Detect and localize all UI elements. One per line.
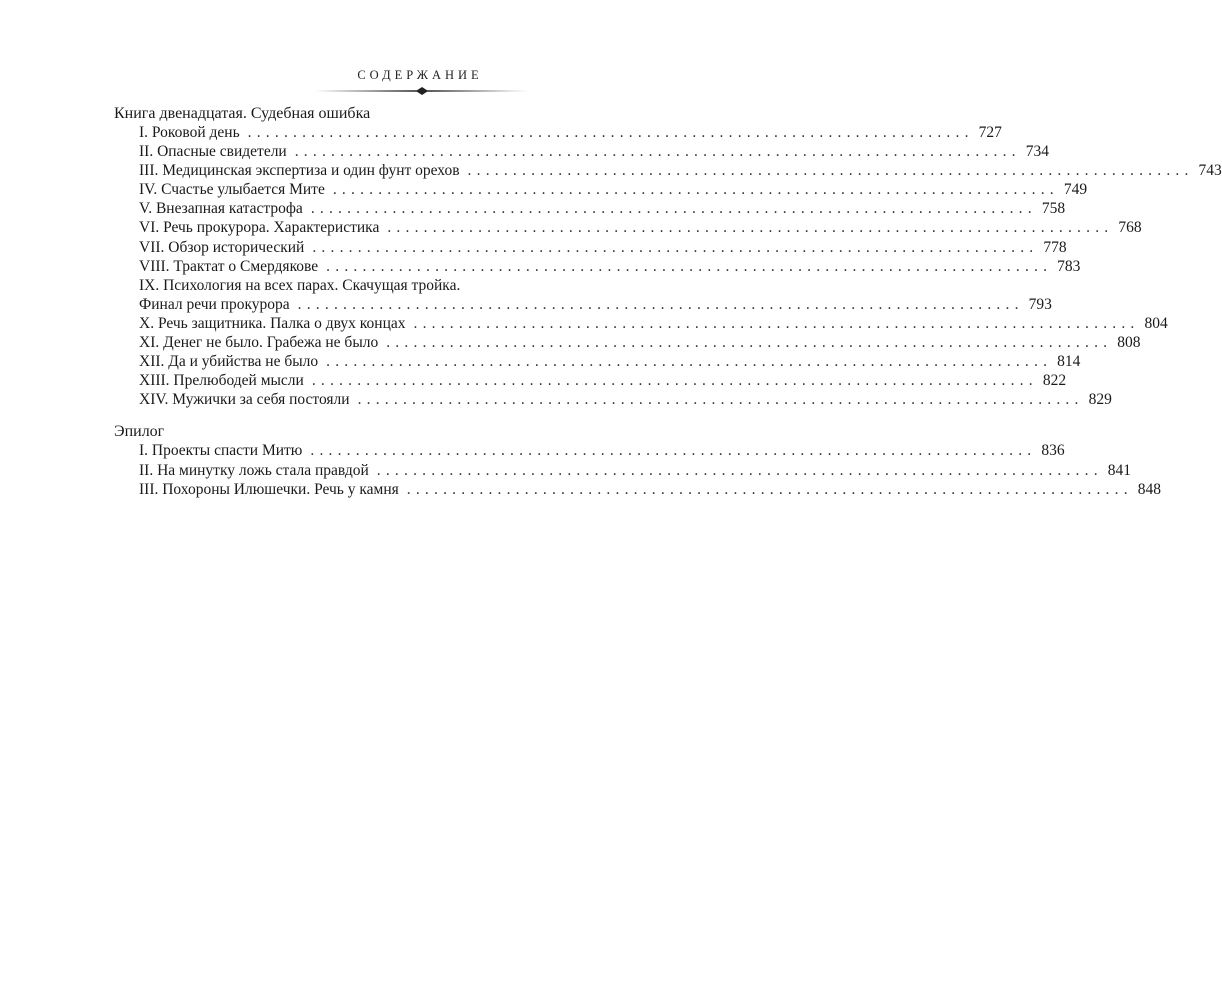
entry-title: III. Медицинская экспертиза и один фунт орехов [139,162,460,180]
page-number: 822 [1042,372,1067,390]
entry-title: VII. Обзор исторический [139,238,305,256]
entry-title-continuation: Финал речи прокурора [139,295,290,313]
entry-title: IX. Психология на всех парах. Скачущая тройка. [139,276,461,294]
dot-leader: ................................................................................ [376,461,1103,479]
entry-title: XIV. Мужички за себя постояли [139,391,350,409]
toc-entry[interactable] [114,333,1141,352]
page-heading: СОДЕРЖАНИЕ [357,68,483,82]
toc-entry[interactable] [114,276,728,295]
dot-leader: ................................................................................ [312,238,1039,256]
toc-entry[interactable] [114,161,1222,180]
toc-entry[interactable] [114,238,1067,257]
page-number: 804 [1144,314,1168,332]
toc-entry[interactable] [114,480,1162,499]
table-of-contents [114,104,1222,499]
toc-entry[interactable] [114,142,1049,161]
toc-entry[interactable] [114,257,1081,276]
dot-leader: ................................................................................ [386,334,1113,352]
page-number: 768 [1118,219,1142,237]
dot-leader: ................................................................................ [311,372,1038,390]
toc-entry[interactable] [114,352,1081,371]
entry-title: I. Проекты спасти Митю [139,442,303,460]
page-number: 749 [1063,181,1088,199]
dot-leader: ................................................................................ [387,219,1114,237]
entry-title: V. Внезапная катастрофа [139,200,303,218]
dot-leader: ................................................................................ [294,143,1021,161]
dot-leader: ................................................................................ [326,257,1053,275]
dot-leader: ................................................................................ [247,124,974,141]
dot-leader: ................................................................................ [310,442,1037,460]
page-number: 814 [1057,353,1081,371]
page-number: 758 [1041,200,1066,218]
entry-title: II. Опасные свидетели [139,143,287,161]
dot-leader: ................................................................................ [310,200,1037,218]
page-number: 734 [1025,143,1049,161]
page-number: 836 [1041,442,1065,460]
toc-entry-continuation[interactable] [114,295,1052,314]
dot-leader: ................................................................................ [297,295,1024,313]
dot-leader: ................................................................................ [326,353,1053,371]
toc-entry[interactable] [114,371,1067,390]
entry-title: IV. Счастье улыбается Мите [139,181,325,199]
dot-leader: ................................................................................ [413,314,1140,332]
page-number: 778 [1043,238,1067,256]
page-number: 848 [1137,480,1162,498]
toc-entry[interactable] [114,123,1002,142]
entry-title: I. Роковой день [139,124,240,141]
entry-title: XII. Да и убийства не было [139,353,319,371]
page-number: 808 [1117,334,1141,352]
dot-leader: ................................................................................ [357,391,1084,409]
dot-leader: ................................................................................ [332,181,1059,199]
toc-entry[interactable] [114,390,1112,409]
ornament-divider [313,86,531,96]
entry-title: VIII. Трактат о Смердякове [139,257,319,275]
toc-entry[interactable] [114,199,1066,218]
toc-entry[interactable] [114,441,1065,460]
page-number: 841 [1107,461,1132,479]
entry-title: III. Похороны Илюшечки. Речь у камня [139,480,399,498]
entry-title: XI. Денег не было. Грабежа не было [139,334,379,352]
toc-entry[interactable] [114,180,1088,199]
entry-title: X. Речь защитника. Палка о двух концах [139,314,406,332]
section-title: Эпилог [114,423,165,441]
page-number: 727 [978,124,1002,141]
toc-entry[interactable] [114,461,1132,480]
page-number: 783 [1057,257,1081,275]
section-title: Книга двенадцатая. Судебная ошибка [114,105,371,122]
page-number: 793 [1028,295,1052,313]
page-number: 743 [1198,162,1222,180]
dot-leader: ................................................................................ [406,480,1133,498]
dot-leader: ................................................................................ [467,162,1194,180]
entry-title: XIII. Прелюбодей мысли [139,372,304,390]
entry-title: VI. Речь прокурора. Характеристика [139,219,380,237]
page-number: 829 [1088,391,1112,409]
entry-title: II. На минутку ложь стала правдой [139,461,369,479]
toc-entry[interactable] [114,314,1168,333]
toc-entry[interactable] [114,218,1142,237]
